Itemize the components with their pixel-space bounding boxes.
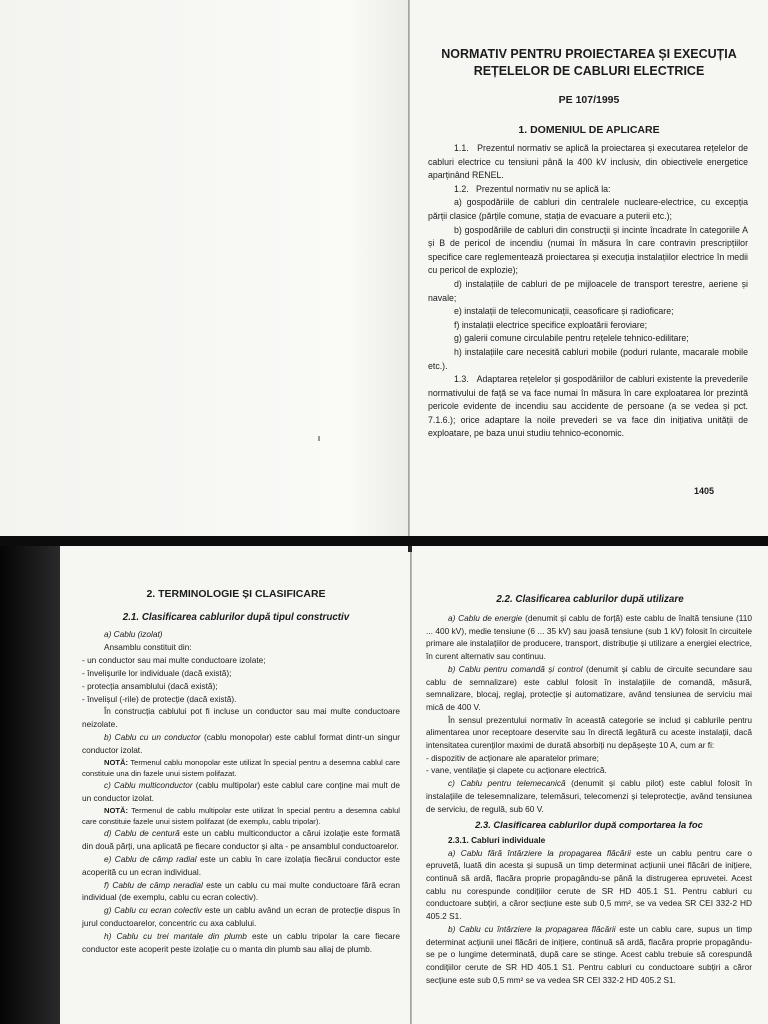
term-g-text: este un cablu având un ecran de protecție dispus în jurul conductoarelor, concentric cu axa cablului. — [82, 905, 400, 929]
para-1-3-number: 1.3. — [454, 374, 469, 385]
term-a-extra: În construcția cablului pot fi incluse un conductor sau mai multe conductoare neizolate. — [82, 706, 400, 730]
term-c-label: c) Cablu multiconductor — [104, 780, 193, 791]
exception-item: a) gospodăriile de cabluri din centralele nucleare-electrice, cu excepția părții clasice (părțile comune, stația de evacuare a puterii etc.); — [428, 197, 748, 221]
term-e-label: e) Cablu de câmp radial — [104, 853, 197, 864]
usage-b-text: (denumit și cablu de circuite secundare sau cablu de semnalizare) este cablul folosit în instalațiile de comandă, măsură, semnalizare, blocaj, reglaj, protecție și automatizare, având tensiunea de serviciu mai mică de 400 V. — [426, 663, 752, 712]
exception-item: g) galerii comune circulabile pentru rețelele tehnico-edilitare; — [454, 333, 689, 344]
fire-a-label: a) Cablu fără întârziere la propagarea flăcării — [448, 847, 631, 858]
usage-b-extra: În sensul prezentului normativ în această categorie se includ și cablurile pentru alimentarea unor receptoare deservite sau în directă legătură cu aceste instalații, dacă intensitatea curenților maximi de durată absorbiți nu depășește 10 A, cum ar fi: — [426, 714, 752, 751]
subsection-2-1-title: 2.1. Clasificarea cablurilor după tipul constructiv — [122, 612, 350, 623]
standard-code: PE 107/1995 — [558, 94, 620, 106]
fire-b-label: b) Cablu cu întârziere la propagarea flăcării — [448, 923, 616, 934]
section-1-title: 1. DOMENIUL DE APLICARE — [518, 124, 660, 136]
exception-item: h) instalațiile care necesită cabluri mobile (poduri rulante, macarale mobile etc.). — [428, 346, 748, 371]
right-page-top — [410, 0, 768, 536]
subsection-2-2-title: 2.2. Clasificarea cablurilor după utilizare — [496, 594, 684, 605]
term-a-item: - protecția ansamblului (dacă există); — [82, 680, 218, 691]
note-text: Termenul cablu monopolar este utilizat în special pentru a desemna cablul care constituie una din fazele unui sistem polifazat. — [82, 758, 400, 779]
usage-c-label: c) Cablu pentru telemecanică — [448, 778, 566, 789]
term-a-item: - învelișul (-rile) de protecție (dacă există). — [82, 693, 237, 704]
para-1-1-number: 1.1. — [454, 143, 469, 153]
usage-b-item: - vane, ventilație și clapete cu acționare electrică. — [426, 765, 607, 776]
bottom-spread — [0, 546, 768, 1024]
para-1-2-text: Prezentul normativ nu se aplică la: — [476, 183, 611, 194]
term-c-text: (cablu multipolar) este cablul care conține mai mult de un conductor izolat. — [82, 780, 401, 803]
term-a-item: - un conductor sau mai multe conductoare izolate; — [82, 654, 266, 665]
subsection-2-3-1-title: 2.3.1. Cabluri individuale — [448, 834, 546, 845]
term-h-label: h) Cablu cu trei mantale din plumb — [104, 931, 247, 942]
blank-left-page — [0, 0, 410, 536]
exception-item: e) instalații de telecomunicații, ceasoficare și radioficare; — [454, 306, 674, 317]
document-title-line2: REȚELELOR DE CABLURI ELECTRICE — [473, 64, 705, 78]
note-text: Termenul de cablu multipolar este utilizat în special pentru a desemna cablul care constituie fazele unui sistem polifazat (de exemplu, cablu tripolar). — [82, 805, 400, 826]
term-a-intro: Ansamblu constituit din: — [104, 641, 192, 652]
scan-separator — [0, 536, 768, 546]
term-d-label: d) Cablu de centură — [104, 827, 180, 838]
page-number: 1405 — [694, 486, 715, 496]
term-f-text: este un cablu cu mai multe conductoare fără ecran individual (de exemplu, cablu cu ecran colectiv). — [82, 879, 400, 903]
section-2-title: 2. TERMINOLOGIE ȘI CLASIFICARE — [146, 588, 326, 600]
exception-item: d) instalațiile de cabluri de pe mijloacele de transport terestre, aeriene și navale; — [428, 278, 748, 303]
fire-a-text: este un cablu pentru care o epruvetă, luată din acesta și supusă un timp determinat acțiunii unei flăcări de inițiere, continuă să ardă, flacăra proprie propagându-se până la distrugerea epruvetei. Acest cablu nu corespunde condițiilor cerute de SR HD 405.1 S1. Pentru cabluri cu conductoare subțiri, a căror secțiune este sub 0,5 mm², se va vedea SR CEI 332-2 HD 405.2 S1. — [426, 847, 752, 922]
exception-item: f) instalații electrice specifice exploatării feroviare; — [454, 319, 648, 330]
note-label: NOTĂ: — [104, 758, 129, 768]
note-label: NOTĂ: — [104, 805, 129, 815]
left-page-bottom — [60, 546, 412, 1024]
subsection-2-2-body — [426, 612, 752, 986]
term-a-item: - învelișurile lor individuale (dacă există); — [82, 667, 232, 678]
scan-shadow-left — [0, 546, 60, 1024]
right-page-bottom — [412, 546, 768, 1024]
subsection-2-3-title: 2.3. Clasificarea cablurilor după comportarea la foc — [475, 819, 703, 831]
term-b-label: b) Cablu cu un conductor — [104, 732, 201, 743]
usage-a-label: a) Cablu de energie — [448, 613, 523, 623]
document-title-line1: NORMATIV PENTRU PROIECTAREA ȘI EXECUȚIA — [441, 47, 737, 61]
term-f-label: f) Cablu de câmp neradial — [104, 879, 203, 890]
usage-b-label: b) Cablu pentru comandă și control — [448, 663, 583, 674]
para-1-2-number: 1.2. — [454, 183, 469, 194]
subsection-2-1-body — [82, 628, 400, 956]
usage-b-item: - dispozitiv de acționare ale aparatelor primare; — [426, 752, 599, 763]
section-1-body — [428, 142, 748, 441]
term-e-text: este un cablu în care izolația fiecărui conductor este acoperită cu un ecran individual. — [82, 853, 400, 877]
term-a-label: a) Cablu (izolat) — [104, 629, 163, 639]
scan-speck — [318, 436, 320, 441]
fire-b-text: este un cablu care, supus un timp determinat acțiunii unei flăcări de inițiere, continuă să ardă, flacăra proprie propagându-se pe o lungime determinată, după care se stinge. Acest cablu trebuie să corespundă condițiilor cerute de SR HD 405.1 S1. Pentru cabluri cu conductoare subțiri a căror secțiune este sub 0,5 mm² se va vedea SR CEI 332-2 HD 405.2 S1. — [426, 923, 752, 985]
term-h-text: este un cablu tripolar la care fiecare conductor este acoperit peste izolație cu o manta din plumb sau aliaj de plumb. — [82, 931, 400, 955]
term-b-text: (cablu monopolar) este cablul format dintr-un singur conductor izolat. — [82, 732, 400, 756]
usage-c-text: (denumit și cablu pilot) este cablul folosit în instalațiile de telesemnalizare, telemăsuri, telecomenzi și teleprotecție, având tensiunea de serviciu, de regulă, sub 60 V. — [426, 778, 752, 814]
para-1-1-text: Prezentul normativ se aplică la proiectarea și executarea rețelelor de cabluri electrice cu tensiuni până la 400 kV inclusiv, din obiectivele energetice aparținând RENEL. — [428, 143, 748, 181]
document-title — [410, 46, 768, 80]
exception-item: b) gospodăriile de cabluri din construcții și incinte încadrate în categoriile A și B de pericol de incendiu (numai în măsura în care contravin prescripțiilor specifice care reglementează proiectarea și execuția instalațiilor electrice în medii cu pericol de explozie); — [428, 224, 748, 276]
term-g-label: g) Cablu cu ecran colectiv — [104, 905, 202, 916]
para-1-3-text: Adaptarea rețelelor și gospodăriilor de cabluri existente la prevederile normativului de față se va face numai în măsura în care exploatarea lor prezintă pericole evidente de incendiu sau accidente de persoane (a se vedea și pct. 7.1.6.); orice adaptare la noile prevederi se va face din inițiativa unității de exploatare, pe baza unui studiu tehnico-economic. — [428, 374, 748, 439]
term-d-text: este un cablu multiconductor a cărui izolație este formată din două părți, una aplicată pe fiecare conductor și alta - pe ansamblul conductoarelor. — [82, 827, 400, 851]
usage-a-text: (denumit și cablu de forță) este cablu de înaltă tensiune (110 ... 400 kV), medie tensiune (6 ... 35 kV) sau joasă tensiune (sub 1 kV) folosit în circuitele primare ale instalațiilor de producere, transport, distribuție și utilizare a energiei electrice, în curent alternativ sau continuu. — [426, 613, 752, 662]
